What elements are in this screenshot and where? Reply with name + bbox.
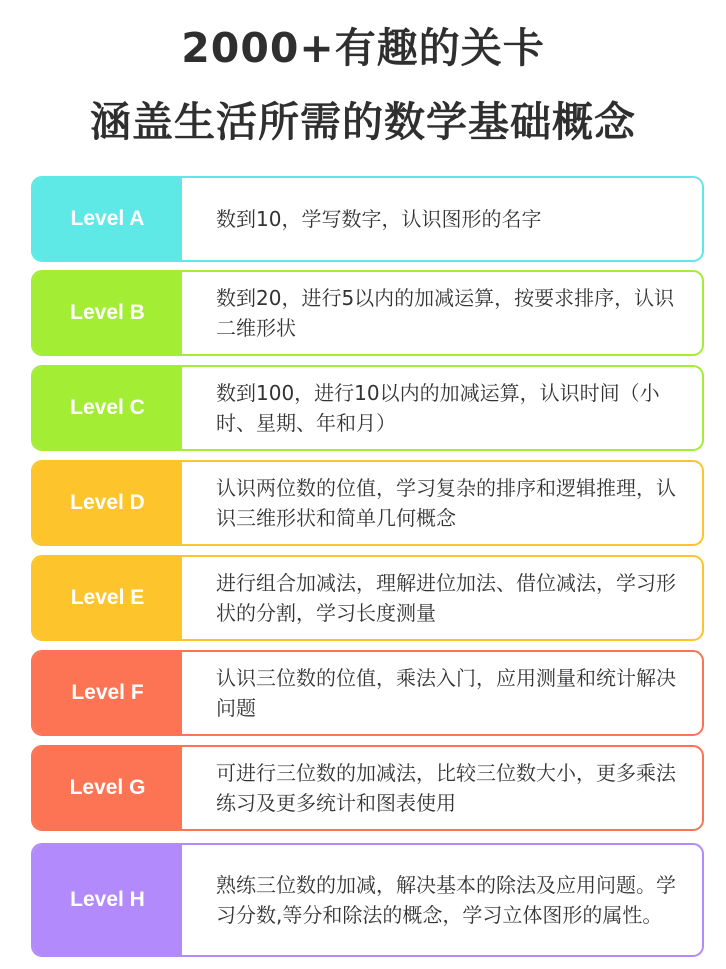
- level-card-e: [31, 555, 704, 641]
- level-description-f: 认识三位数的位值，乘法入门，应用测量和统计解决问题: [216, 666, 676, 720]
- level-tag-a: Level A: [33, 178, 182, 260]
- level-tag-f: Level F: [33, 652, 182, 734]
- level-description-b: 数到20，进行5以内的加减运算，按要求排序，认识二维形状: [216, 286, 675, 340]
- page-title: 2000+有趣的关卡: [181, 24, 545, 72]
- level-card-g: [31, 745, 704, 831]
- level-description-c: 数到100，进行10以内的加减运算，认识时间（小时、星期、年和月）: [216, 381, 660, 435]
- level-tag-b: Level B: [33, 272, 182, 354]
- level-card-a: [31, 176, 704, 262]
- level-description-h: 熟练三位数的加减，解决基本的除法及应用问题。学习分数,等分和除法的概念，学习立体图形的属性。: [216, 873, 676, 927]
- level-card-d: [31, 460, 704, 546]
- level-tag-e: Level E: [33, 557, 182, 639]
- level-description-d: 认识两位数的位值，学习复杂的排序和逻辑推理，认识三维形状和简单几何概念: [216, 476, 676, 530]
- level-description-g: 可进行三位数的加减法，比较三位数大小，更多乘法练习及更多统计和图表使用: [216, 761, 676, 815]
- page-subtitle: 涵盖生活所需的数学基础概念: [90, 98, 636, 146]
- level-card-b: [31, 270, 704, 356]
- level-card-f: [31, 650, 704, 736]
- level-card-h: [31, 843, 704, 957]
- level-tag-h: Level H: [33, 845, 182, 955]
- level-tag-c: Level C: [33, 367, 182, 449]
- level-description-e: 进行组合加减法，理解进位加法、借位减法，学习形状的分割，学习长度测量: [216, 571, 676, 625]
- level-tag-d: Level D: [33, 462, 182, 544]
- level-description-a: 数到10，学写数字，认识图形的名字: [216, 207, 542, 231]
- level-card-c: [31, 365, 704, 451]
- level-tag-g: Level G: [33, 747, 182, 829]
